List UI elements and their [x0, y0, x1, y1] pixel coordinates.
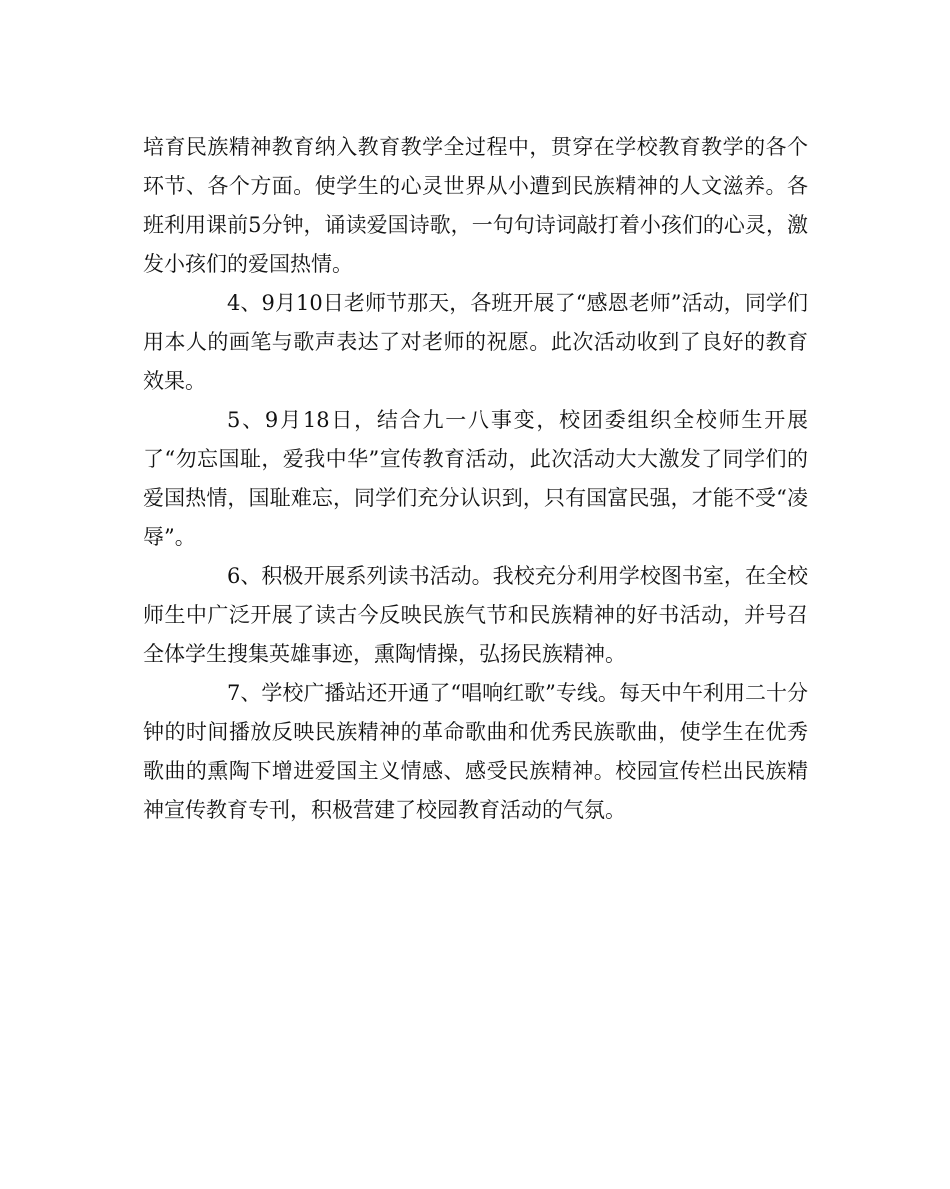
paragraph-item-6: 6、积极开展系列读书活动。我校充分利用学校图书室，在全校师生中广泛开展了读古今反映民族气节和民族精神的好书活动，并号召全体学生搜集英雄事迹，熏陶情操，弘扬民族精神。: [143, 564, 808, 666]
document-body: [143, 128, 808, 830]
paragraph-item-4: 4、9月10日老师节那天，各班开展了“感恩老师”活动，同学们用本人的画笔与歌声表达了对老师的祝愿。此次活动收到了良好的教育效果。: [143, 291, 808, 393]
paragraph-intro: 培育民族精神教育纳入教育教学全过程中，贯穿在学校教育教学的各个环节、各个方面。使学生的心灵世界从小遭到民族精神的人文滋养。各班利用课前5分钟，诵读爱国诗歌，一句句诗词敲打着小孩们的心灵，激发小孩们的爱国热情。: [143, 135, 808, 276]
paragraph-item-7: 7、学校广播站还开通了“唱响红歌”专线。每天中午利用二十分钟的时间播放反映民族精神的革命歌曲和优秀民族歌曲，使学生在优秀歌曲的熏陶下增进爱国主义情感、感受民族精神。校园宣传栏出民族精神宣传教育专刊，积极营建了校园教育活动的气氛。: [143, 681, 808, 822]
paragraph-item-5: 5、9月18日，结合九一八事变，校团委组织全校师生开展了“勿忘国耻，爱我中华”宣传教育活动，此次活动大大激发了同学们的爱国热情，国耻难忘，同学们充分认识到，只有国富民强，才能不受“凌辱”。: [143, 408, 808, 549]
